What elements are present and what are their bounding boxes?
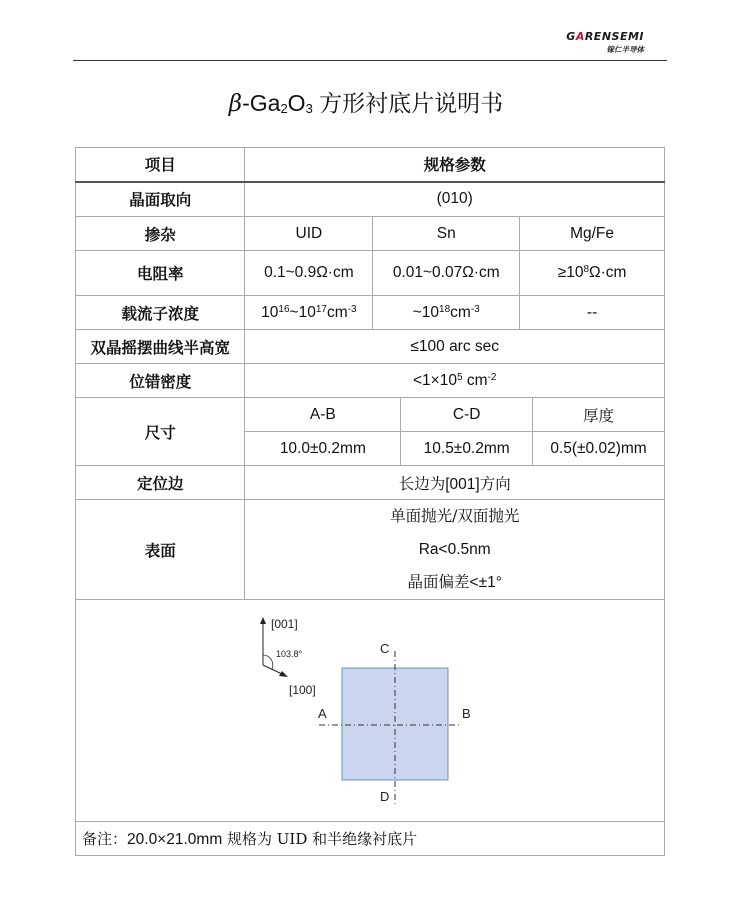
table-row (76, 296, 665, 330)
resistivity-sn: 0.01~0.07Ω·cm (373, 251, 520, 296)
note: 备注：20.0×21.0mm 规格为 UID 和半绝缘衬底片 (76, 822, 665, 856)
column-header-item: 项目 (76, 148, 245, 182)
size-header-cd: C-D (401, 398, 533, 432)
label-c: C (380, 640, 390, 656)
company-logo (566, 30, 644, 55)
row-label-dislocation: 位错密度 (76, 364, 245, 398)
dislocation-value: $<1\times 10^5$ $cm^{-2}$ (245, 364, 665, 398)
label-d: D (380, 788, 390, 804)
row-label-orientation: 晶面取向 (76, 182, 245, 217)
carrier-uid: $10^{16}\sim 10^{17}cm^{-3}$ (245, 296, 373, 330)
table-row (76, 500, 665, 600)
size-value-cd: 10.5±0.2mm (401, 432, 533, 466)
surface-polish: 单面抛光/双面抛光 (390, 507, 520, 525)
column-header-spec: 规格参数 (245, 148, 665, 182)
surface-roughness: Ra<0.5nm (418, 541, 491, 558)
orientation-value: (010) (245, 182, 665, 217)
axis-001-label: [001] (271, 616, 298, 631)
substrate-square (342, 668, 448, 780)
carrier-sn: $\sim 10^{18}cm^{-3}$ (373, 296, 520, 330)
angle-label: 103.8° (276, 648, 303, 659)
table-row (76, 217, 665, 251)
orientation-diagram-cell (76, 600, 665, 822)
table-row (76, 466, 665, 500)
row-label-fwhm: 双晶摇摆曲线半高宽 (76, 330, 245, 364)
doping-uid: UID (245, 217, 373, 251)
label-b: B (462, 705, 471, 721)
logo-brand: GARENSEMI (566, 30, 644, 43)
resistivity-mgfe: $\ge 10^8\Omega\cdot cm$ (520, 251, 665, 296)
row-label-doping: 掺杂 (76, 217, 245, 251)
size-header-thickness: 厚度 (533, 398, 665, 432)
row-label-size: 尺寸 (76, 398, 245, 466)
table-row (76, 251, 665, 296)
header-rule (73, 60, 667, 61)
doping-sn: Sn (373, 217, 520, 251)
size-header-ab: A-B (245, 398, 401, 432)
table-row (76, 182, 665, 217)
surface-miscut: 晶面偏差<±1° (407, 573, 502, 591)
fwhm-value: ≤100 arc sec (245, 330, 665, 364)
row-label-flat: 定位边 (76, 466, 245, 500)
axis-100-arrowhead (279, 671, 288, 677)
row-label-surface: 表面 (76, 500, 245, 600)
row-label-carrier: 载流子浓度 (76, 296, 245, 330)
carrier-mgfe: -- (520, 296, 665, 330)
table-row (76, 330, 665, 364)
table-row (76, 364, 665, 398)
logo-subtitle: 镓仁半导体 (606, 45, 644, 54)
row-label-resistivity: 电阻率 (76, 251, 245, 296)
flat-value: 长边为[001]方向 (245, 466, 665, 500)
spec-table (75, 147, 665, 856)
size-value-ab: 10.0±0.2mm (245, 432, 401, 466)
axis-001-arrowhead (260, 617, 266, 624)
surface-values (245, 500, 665, 600)
resistivity-uid: 0.1~0.9Ω·cm (245, 251, 373, 296)
orientation-diagram (76, 601, 664, 821)
axis-100-label: [100] (289, 682, 316, 697)
label-a: A (318, 705, 327, 721)
diagram-row (76, 600, 665, 822)
document-title: $\beta-Ga_2O_3$ 方形衬底片说明书 (228, 90, 504, 117)
table-row (76, 398, 665, 432)
table-header-row (76, 148, 665, 182)
doping-mgfe: Mg/Fe (520, 217, 665, 251)
note-row (76, 822, 665, 856)
size-value-thickness: 0.5(±0.02)mm (533, 432, 665, 466)
